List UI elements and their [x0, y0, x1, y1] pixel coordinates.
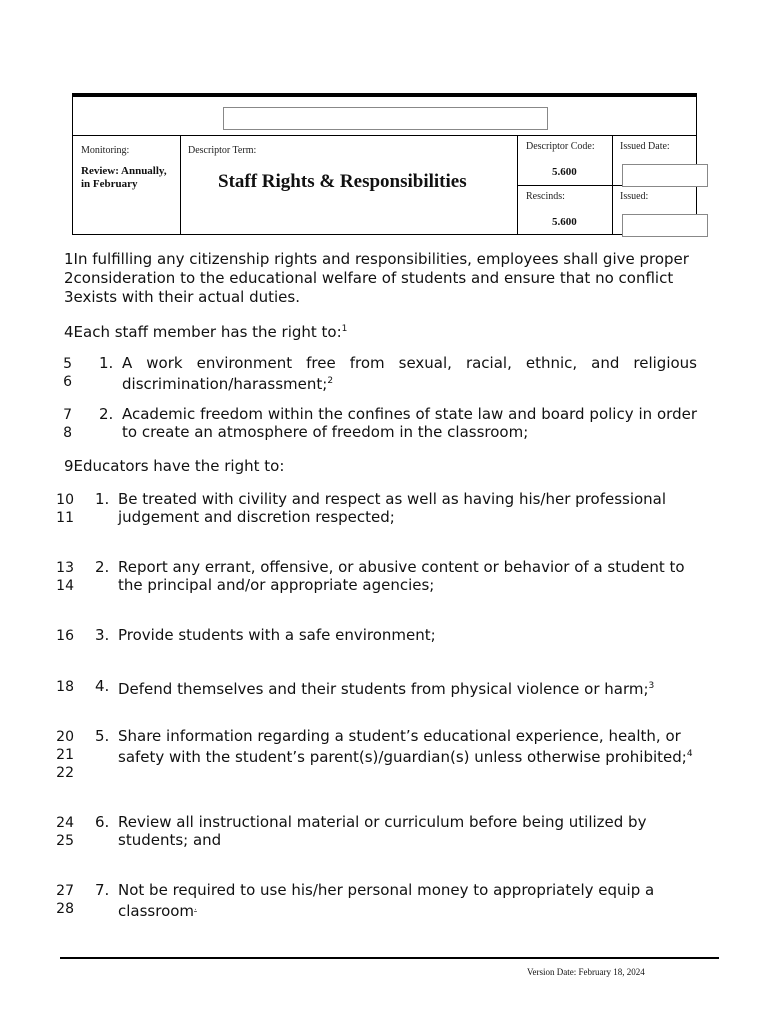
version-date: Version Date: February 18, 2024 [527, 967, 645, 977]
list-marker: 5. [95, 727, 110, 745]
rescinds-value: 5.600 [552, 216, 577, 228]
list-item-line [118, 899, 197, 920]
descriptor-term-label: Descriptor Term: [188, 145, 257, 156]
item-text: Not be required to use his/her personal money to appropriately equip a [118, 881, 655, 899]
list-item-line [118, 813, 646, 831]
staff-heading [64, 320, 347, 342]
issued-field [622, 214, 708, 237]
heading-text: Educators have the right to: [73, 457, 285, 475]
list-marker: 3. [95, 626, 110, 644]
list-item-line [118, 508, 395, 526]
issued-date-field [622, 164, 708, 187]
item-text: Provide students with a safe environment; [118, 626, 436, 644]
item-text: classroom [118, 902, 195, 920]
intro-text: In fulfilling any citizenship rights and responsibilities, employees shall give proper [73, 250, 689, 268]
line-numbers: 7 8 [63, 407, 72, 441]
list-item-line [118, 745, 693, 766]
list-marker: 1. [95, 490, 110, 508]
line-numbers: 20 21 22 [56, 729, 74, 781]
item-text: Defend themselves and their students from physical violence or harm; [118, 680, 649, 698]
line-number: 2 [64, 269, 74, 287]
footer-rule [60, 957, 719, 959]
intro-line [64, 288, 300, 307]
list-item-line [118, 558, 685, 576]
list-item [122, 354, 697, 393]
heading-text: Each staff member has the right to: [73, 323, 342, 341]
line-number: 4 [64, 323, 74, 341]
line-numbers: 27 28 [56, 883, 74, 917]
line-numbers: 5 6 [63, 356, 72, 390]
footnote-ref: 2 [327, 376, 334, 386]
intro-text: consideration to the educational welfare of students and ensure that no conflict [73, 269, 674, 287]
line-numbers: 24 25 [56, 815, 74, 849]
header-divider [73, 135, 696, 136]
educators-heading [64, 457, 284, 476]
list-marker: 7. [95, 881, 110, 899]
issued-date-label: Issued Date: [620, 141, 670, 152]
list-marker: 1. [99, 354, 114, 372]
intro-text: exists with their actual duties. [73, 288, 300, 306]
line-number: 1 [64, 250, 74, 268]
intro-line [64, 250, 689, 269]
monitoring-value: Review: Annually, in February [81, 165, 167, 190]
item-text: Share information regarding a student’s educational experience, health, or [118, 727, 681, 745]
intro-line [64, 269, 673, 288]
list-marker: 6. [95, 813, 110, 831]
list-item-line [118, 626, 436, 644]
item-text: Report any errant, offensive, or abusive content or behavior of a student to [118, 558, 685, 576]
item-text: the principal and/or appropriate agencies; [118, 576, 435, 594]
item-text: safety with the student’s parent(s)/guardian(s) unless otherwise prohibited; [118, 748, 687, 766]
list-item-line [118, 831, 221, 849]
list-marker: 2. [99, 405, 114, 423]
header-col-divider [180, 135, 181, 234]
line-numbers: 16 [56, 628, 74, 644]
item-text: students; and [118, 831, 222, 849]
item-text: Review all instructional material or curriculum before being utilized by [118, 813, 647, 831]
line-numbers: 10 11 [56, 492, 74, 526]
rescinds-label: Rescinds: [526, 191, 565, 202]
item-text: judgement and discretion respected; [118, 508, 395, 526]
item-text: Be treated with civility and respect as well as having his/her professional [118, 490, 667, 508]
list-item-line [118, 727, 681, 745]
monitoring-label: Monitoring: [81, 145, 130, 156]
descriptor-code: 5.600 [552, 166, 577, 178]
line-number: 9 [64, 457, 74, 475]
list-item-line [118, 677, 654, 698]
issued-label: Issued: [620, 191, 649, 202]
footnote-ref: 1 [341, 324, 348, 334]
list-marker: 4. [95, 677, 110, 695]
policy-title: Staff Rights & Responsibilities [218, 171, 467, 192]
descriptor-code-label: Descriptor Code: [526, 141, 595, 152]
footnote-ref: 4 [686, 749, 693, 759]
footnote-ref: 3 [648, 681, 655, 691]
trailing-mark: . [194, 903, 197, 913]
list-item-line [118, 490, 666, 508]
list-item-line [118, 881, 654, 899]
header-blank-field [223, 107, 548, 130]
policy-header-table [72, 93, 697, 235]
line-numbers: 18 [56, 679, 74, 695]
item-text: Academic freedom within the confines of state law and board policy in order to create an atmosphere of freedom in the classroom; [122, 405, 697, 441]
line-number: 3 [64, 288, 74, 306]
list-item [122, 405, 697, 441]
list-marker: 2. [95, 558, 110, 576]
item-text: A work environment free from sexual, racial, ethnic, and religious discrimination/harassment; [122, 354, 697, 393]
line-numbers: 13 14 [56, 560, 74, 594]
list-item-line [118, 576, 434, 594]
